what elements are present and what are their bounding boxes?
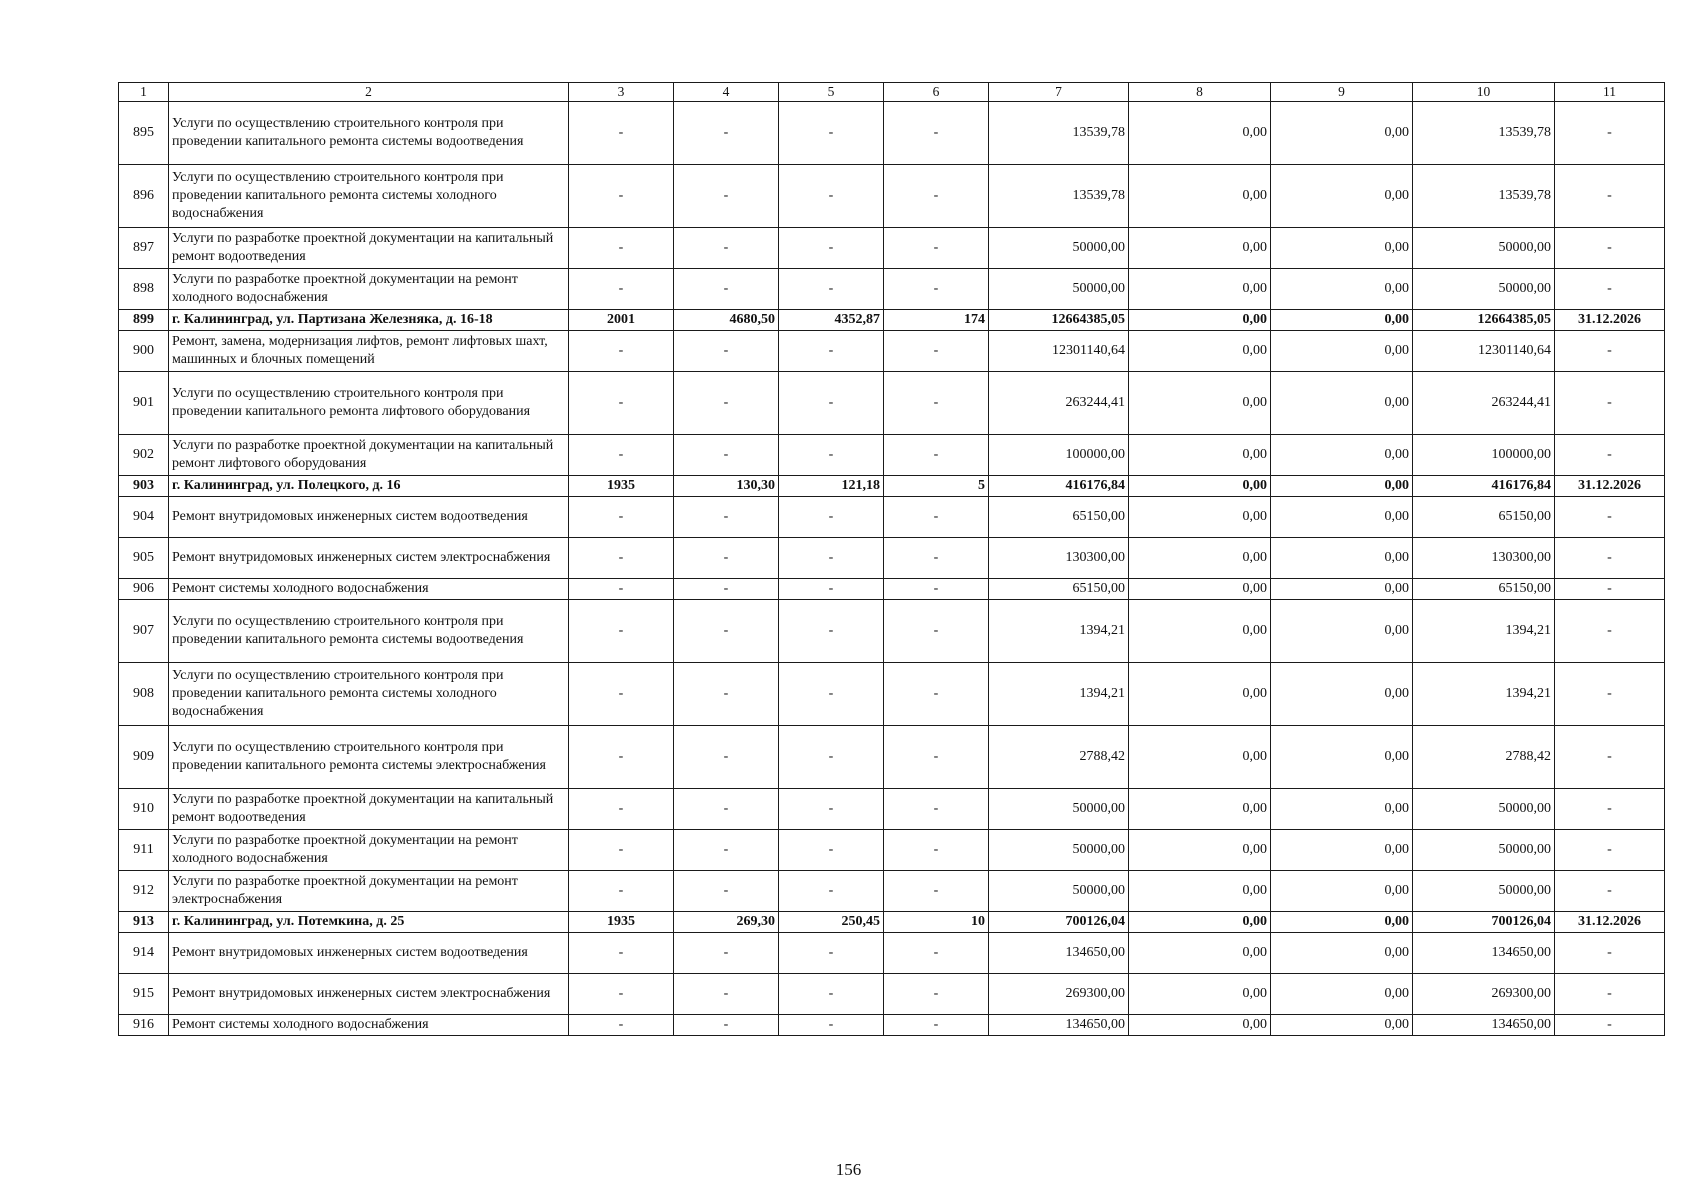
- col-5-value: 250,45: [779, 912, 884, 933]
- col-10-value: 269300,00: [1413, 974, 1555, 1015]
- col-8-value: 0,00: [1129, 974, 1271, 1015]
- col-6-value: -: [884, 726, 989, 789]
- col-8-value: 0,00: [1129, 372, 1271, 435]
- col-7-value: 700126,04: [989, 912, 1129, 933]
- work-description: Ремонт, замена, модернизация лифтов, ремонт лифтовых шахт, машинных и блочных помещений: [169, 331, 569, 372]
- table-row: [119, 331, 1665, 372]
- col-3-value: -: [569, 102, 674, 165]
- col-4-value: -: [674, 600, 779, 663]
- col-3-value: -: [569, 600, 674, 663]
- col-8-value: 0,00: [1129, 497, 1271, 538]
- col-3-value: -: [569, 165, 674, 228]
- col-5-value: -: [779, 497, 884, 538]
- col-7-value: 12301140,64: [989, 331, 1129, 372]
- col-11-value: 31.12.2026: [1555, 310, 1665, 331]
- col-8-value: 0,00: [1129, 310, 1271, 331]
- col-7-value: 134650,00: [989, 1015, 1129, 1036]
- work-description: Ремонт системы холодного водоснабжения: [169, 1015, 569, 1036]
- row-number: 904: [119, 497, 169, 538]
- col-8-value: 0,00: [1129, 476, 1271, 497]
- col-11-value: -: [1555, 974, 1665, 1015]
- col-3-value: -: [569, 497, 674, 538]
- col-11-value: -: [1555, 871, 1665, 912]
- col-10-value: 65150,00: [1413, 497, 1555, 538]
- col-9-value: 0,00: [1271, 165, 1413, 228]
- table-row: [119, 435, 1665, 476]
- col-9-value: 0,00: [1271, 310, 1413, 331]
- table-row: [119, 228, 1665, 269]
- col-3-value: 1935: [569, 912, 674, 933]
- col-3-value: -: [569, 830, 674, 871]
- col-10-value: 100000,00: [1413, 435, 1555, 476]
- col-7-value: 13539,78: [989, 102, 1129, 165]
- col-5-value: -: [779, 974, 884, 1015]
- col-3-value: -: [569, 1015, 674, 1036]
- work-description: Услуги по осуществлению строительного контроля при проведении капитального ремонта лифтового оборудования: [169, 372, 569, 435]
- table-row: [119, 600, 1665, 663]
- col-6-value: -: [884, 372, 989, 435]
- col-8-value: 0,00: [1129, 228, 1271, 269]
- table-row: [119, 726, 1665, 789]
- col-8-value: 0,00: [1129, 933, 1271, 974]
- col-10-value: 1394,21: [1413, 663, 1555, 726]
- col-7-value: 50000,00: [989, 830, 1129, 871]
- col-11-value: -: [1555, 726, 1665, 789]
- col-5-value: -: [779, 372, 884, 435]
- work-description: Услуги по осуществлению строительного контроля при проведении капитального ремонта системы электроснабжения: [169, 726, 569, 789]
- work-description: Ремонт внутридомовых инженерных систем электроснабжения: [169, 538, 569, 579]
- table-row: [119, 310, 1665, 331]
- col-3-value: 1935: [569, 476, 674, 497]
- col-4-value: -: [674, 538, 779, 579]
- col-9-value: 0,00: [1271, 331, 1413, 372]
- col-11-value: -: [1555, 600, 1665, 663]
- work-description: Услуги по разработке проектной документации на капитальный ремонт водоотведения: [169, 228, 569, 269]
- col-5-value: -: [779, 1015, 884, 1036]
- col-11-value: -: [1555, 933, 1665, 974]
- col-11-value: -: [1555, 538, 1665, 579]
- col-9-value: 0,00: [1271, 476, 1413, 497]
- col-6-value: -: [884, 538, 989, 579]
- col-9-value: 0,00: [1271, 435, 1413, 476]
- work-description: Услуги по осуществлению строительного контроля при проведении капитального ремонта системы водоотведения: [169, 102, 569, 165]
- col-5-value: -: [779, 538, 884, 579]
- col-10-value: 50000,00: [1413, 269, 1555, 310]
- col-6-value: 5: [884, 476, 989, 497]
- row-number: 913: [119, 912, 169, 933]
- col-11-value: -: [1555, 269, 1665, 310]
- table-row: [119, 579, 1665, 600]
- col-8-value: 0,00: [1129, 726, 1271, 789]
- col-10-value: 50000,00: [1413, 228, 1555, 269]
- col-10-value: 50000,00: [1413, 789, 1555, 830]
- col-11-value: -: [1555, 663, 1665, 726]
- col-10-value: 13539,78: [1413, 102, 1555, 165]
- col-3-value: -: [569, 538, 674, 579]
- col-7-value: 416176,84: [989, 476, 1129, 497]
- col-11-value: -: [1555, 331, 1665, 372]
- table-row: [119, 663, 1665, 726]
- col-5-value: -: [779, 435, 884, 476]
- col-8-value: 0,00: [1129, 102, 1271, 165]
- col-6-value: -: [884, 269, 989, 310]
- col-5-value: -: [779, 726, 884, 789]
- col-9-value: 0,00: [1271, 726, 1413, 789]
- col-4-value: -: [674, 663, 779, 726]
- col-5-value: -: [779, 165, 884, 228]
- col-10-value: 263244,41: [1413, 372, 1555, 435]
- col-11-value: -: [1555, 102, 1665, 165]
- col-10-value: 416176,84: [1413, 476, 1555, 497]
- col-6-value: -: [884, 435, 989, 476]
- col-7-value: 263244,41: [989, 372, 1129, 435]
- row-number: 916: [119, 1015, 169, 1036]
- col-11-value: -: [1555, 1015, 1665, 1036]
- col-4-value: -: [674, 871, 779, 912]
- col-7-value: 65150,00: [989, 497, 1129, 538]
- work-description: г. Калининград, ул. Партизана Железняка, д. 16-18: [169, 310, 569, 331]
- table-row: [119, 789, 1665, 830]
- col-9-value: 0,00: [1271, 871, 1413, 912]
- row-number: 910: [119, 789, 169, 830]
- col-5-value: -: [779, 579, 884, 600]
- col-5-value: -: [779, 871, 884, 912]
- col-8-value: 0,00: [1129, 579, 1271, 600]
- work-description: Ремонт внутридомовых инженерных систем водоотведения: [169, 497, 569, 538]
- col-6-value: -: [884, 974, 989, 1015]
- col-6-value: -: [884, 228, 989, 269]
- col-9-value: 0,00: [1271, 579, 1413, 600]
- row-number: 902: [119, 435, 169, 476]
- table-row: [119, 497, 1665, 538]
- row-number: 908: [119, 663, 169, 726]
- col-8-value: 0,00: [1129, 830, 1271, 871]
- col-5-value: 4352,87: [779, 310, 884, 331]
- col-8-value: 0,00: [1129, 600, 1271, 663]
- col-9-value: 0,00: [1271, 912, 1413, 933]
- col-4-value: -: [674, 497, 779, 538]
- row-number: 907: [119, 600, 169, 663]
- header-row: [119, 83, 1665, 102]
- column-header: 5: [779, 83, 884, 102]
- col-6-value: -: [884, 600, 989, 663]
- col-11-value: -: [1555, 228, 1665, 269]
- work-description: Услуги по разработке проектной документации на ремонт электроснабжения: [169, 871, 569, 912]
- work-description: Ремонт внутридомовых инженерных систем электроснабжения: [169, 974, 569, 1015]
- col-9-value: 0,00: [1271, 663, 1413, 726]
- col-3-value: -: [569, 726, 674, 789]
- col-7-value: 65150,00: [989, 579, 1129, 600]
- row-number: 909: [119, 726, 169, 789]
- row-number: 899: [119, 310, 169, 331]
- col-7-value: 134650,00: [989, 933, 1129, 974]
- col-4-value: -: [674, 165, 779, 228]
- work-description: Услуги по разработке проектной документации на капитальный ремонт водоотведения: [169, 789, 569, 830]
- col-5-value: -: [779, 331, 884, 372]
- col-3-value: -: [569, 871, 674, 912]
- col-11-value: -: [1555, 579, 1665, 600]
- row-number: 901: [119, 372, 169, 435]
- col-8-value: 0,00: [1129, 789, 1271, 830]
- col-9-value: 0,00: [1271, 497, 1413, 538]
- col-4-value: -: [674, 102, 779, 165]
- table-row: [119, 102, 1665, 165]
- work-description: Услуги по разработке проектной документации на ремонт холодного водоснабжения: [169, 830, 569, 871]
- work-description: Услуги по осуществлению строительного контроля при проведении капитального ремонта системы водоотведения: [169, 600, 569, 663]
- col-11-value: -: [1555, 497, 1665, 538]
- col-4-value: -: [674, 228, 779, 269]
- col-10-value: 12664385,05: [1413, 310, 1555, 331]
- col-5-value: -: [779, 600, 884, 663]
- col-6-value: -: [884, 933, 989, 974]
- col-6-value: -: [884, 165, 989, 228]
- col-5-value: -: [779, 789, 884, 830]
- col-4-value: -: [674, 435, 779, 476]
- col-4-value: 130,30: [674, 476, 779, 497]
- table-row: [119, 912, 1665, 933]
- col-4-value: -: [674, 269, 779, 310]
- col-11-value: 31.12.2026: [1555, 912, 1665, 933]
- col-7-value: 1394,21: [989, 600, 1129, 663]
- col-8-value: 0,00: [1129, 871, 1271, 912]
- column-header: 10: [1413, 83, 1555, 102]
- row-number: 900: [119, 331, 169, 372]
- col-9-value: 0,00: [1271, 600, 1413, 663]
- col-9-value: 0,00: [1271, 1015, 1413, 1036]
- col-3-value: -: [569, 974, 674, 1015]
- table-row: [119, 830, 1665, 871]
- col-6-value: 174: [884, 310, 989, 331]
- row-number: 914: [119, 933, 169, 974]
- col-6-value: -: [884, 102, 989, 165]
- col-5-value: -: [779, 102, 884, 165]
- column-header: 8: [1129, 83, 1271, 102]
- col-6-value: -: [884, 830, 989, 871]
- col-6-value: -: [884, 663, 989, 726]
- col-9-value: 0,00: [1271, 933, 1413, 974]
- table-row: [119, 871, 1665, 912]
- col-4-value: 4680,50: [674, 310, 779, 331]
- table-row: [119, 933, 1665, 974]
- col-10-value: 13539,78: [1413, 165, 1555, 228]
- row-number: 906: [119, 579, 169, 600]
- col-5-value: -: [779, 933, 884, 974]
- col-10-value: 50000,00: [1413, 871, 1555, 912]
- row-number: 912: [119, 871, 169, 912]
- table-body: [119, 102, 1665, 1036]
- col-7-value: 1394,21: [989, 663, 1129, 726]
- col-11-value: -: [1555, 830, 1665, 871]
- col-11-value: -: [1555, 435, 1665, 476]
- col-8-value: 0,00: [1129, 331, 1271, 372]
- col-6-value: 10: [884, 912, 989, 933]
- col-4-value: -: [674, 974, 779, 1015]
- col-7-value: 50000,00: [989, 269, 1129, 310]
- col-4-value: -: [674, 830, 779, 871]
- col-10-value: 65150,00: [1413, 579, 1555, 600]
- col-4-value: -: [674, 372, 779, 435]
- col-8-value: 0,00: [1129, 663, 1271, 726]
- column-header: 7: [989, 83, 1129, 102]
- col-6-value: -: [884, 579, 989, 600]
- col-5-value: -: [779, 228, 884, 269]
- col-4-value: -: [674, 331, 779, 372]
- col-8-value: 0,00: [1129, 538, 1271, 579]
- col-4-value: -: [674, 933, 779, 974]
- col-11-value: -: [1555, 165, 1665, 228]
- col-8-value: 0,00: [1129, 435, 1271, 476]
- col-11-value: -: [1555, 372, 1665, 435]
- col-10-value: 2788,42: [1413, 726, 1555, 789]
- col-10-value: 12301140,64: [1413, 331, 1555, 372]
- col-6-value: -: [884, 497, 989, 538]
- col-9-value: 0,00: [1271, 830, 1413, 871]
- col-8-value: 0,00: [1129, 269, 1271, 310]
- col-7-value: 50000,00: [989, 228, 1129, 269]
- work-description: Услуги по разработке проектной документации на ремонт холодного водоснабжения: [169, 269, 569, 310]
- page-number: 156: [835, 1160, 862, 1179]
- col-8-value: 0,00: [1129, 165, 1271, 228]
- table-row: [119, 1015, 1665, 1036]
- col-3-value: -: [569, 372, 674, 435]
- table-row: [119, 269, 1665, 310]
- col-3-value: -: [569, 933, 674, 974]
- table-row: [119, 974, 1665, 1015]
- col-10-value: 130300,00: [1413, 538, 1555, 579]
- column-header: 6: [884, 83, 989, 102]
- col-7-value: 12664385,05: [989, 310, 1129, 331]
- col-7-value: 269300,00: [989, 974, 1129, 1015]
- table-row: [119, 165, 1665, 228]
- col-9-value: 0,00: [1271, 974, 1413, 1015]
- col-3-value: -: [569, 269, 674, 310]
- col-6-value: -: [884, 331, 989, 372]
- col-6-value: -: [884, 789, 989, 830]
- col-4-value: -: [674, 1015, 779, 1036]
- col-7-value: 50000,00: [989, 871, 1129, 912]
- table-row: [119, 538, 1665, 579]
- row-number: 896: [119, 165, 169, 228]
- col-5-value: -: [779, 830, 884, 871]
- row-number: 895: [119, 102, 169, 165]
- column-header: 9: [1271, 83, 1413, 102]
- column-header: 1: [119, 83, 169, 102]
- work-description: Услуги по разработке проектной документации на капитальный ремонт лифтового оборудования: [169, 435, 569, 476]
- col-10-value: 1394,21: [1413, 600, 1555, 663]
- col-9-value: 0,00: [1271, 102, 1413, 165]
- column-header: 2: [169, 83, 569, 102]
- col-10-value: 50000,00: [1413, 830, 1555, 871]
- col-9-value: 0,00: [1271, 228, 1413, 269]
- col-5-value: -: [779, 269, 884, 310]
- col-7-value: 100000,00: [989, 435, 1129, 476]
- col-9-value: 0,00: [1271, 789, 1413, 830]
- work-description: Услуги по осуществлению строительного контроля при проведении капитального ремонта системы холодного водоснабжения: [169, 663, 569, 726]
- col-3-value: -: [569, 331, 674, 372]
- col-7-value: 13539,78: [989, 165, 1129, 228]
- row-number: 903: [119, 476, 169, 497]
- col-3-value: -: [569, 435, 674, 476]
- col-11-value: 31.12.2026: [1555, 476, 1665, 497]
- col-4-value: -: [674, 789, 779, 830]
- col-5-value: -: [779, 663, 884, 726]
- column-header: 4: [674, 83, 779, 102]
- col-11-value: -: [1555, 789, 1665, 830]
- col-3-value: -: [569, 579, 674, 600]
- col-6-value: -: [884, 871, 989, 912]
- table-row: [119, 476, 1665, 497]
- row-number: 911: [119, 830, 169, 871]
- work-description: Услуги по осуществлению строительного контроля при проведении капитального ремонта системы холодного водоснабжения: [169, 165, 569, 228]
- column-header: 11: [1555, 83, 1665, 102]
- col-3-value: -: [569, 789, 674, 830]
- work-description: г. Калининград, ул. Полецкого, д. 16: [169, 476, 569, 497]
- table-row: [119, 372, 1665, 435]
- col-10-value: 134650,00: [1413, 1015, 1555, 1036]
- row-number: 898: [119, 269, 169, 310]
- column-header: 3: [569, 83, 674, 102]
- col-10-value: 700126,04: [1413, 912, 1555, 933]
- col-8-value: 0,00: [1129, 1015, 1271, 1036]
- col-8-value: 0,00: [1129, 912, 1271, 933]
- col-3-value: -: [569, 228, 674, 269]
- col-10-value: 134650,00: [1413, 933, 1555, 974]
- col-5-value: 121,18: [779, 476, 884, 497]
- program-table: [118, 82, 1665, 1036]
- work-description: г. Калининград, ул. Потемкина, д. 25: [169, 912, 569, 933]
- col-6-value: -: [884, 1015, 989, 1036]
- row-number: 897: [119, 228, 169, 269]
- col-7-value: 50000,00: [989, 789, 1129, 830]
- row-number: 915: [119, 974, 169, 1015]
- col-9-value: 0,00: [1271, 538, 1413, 579]
- work-description: Ремонт системы холодного водоснабжения: [169, 579, 569, 600]
- col-4-value: -: [674, 726, 779, 789]
- col-3-value: -: [569, 663, 674, 726]
- col-7-value: 2788,42: [989, 726, 1129, 789]
- col-7-value: 130300,00: [989, 538, 1129, 579]
- col-3-value: 2001: [569, 310, 674, 331]
- col-4-value: -: [674, 579, 779, 600]
- col-4-value: 269,30: [674, 912, 779, 933]
- col-9-value: 0,00: [1271, 372, 1413, 435]
- work-description: Ремонт внутридомовых инженерных систем водоотведения: [169, 933, 569, 974]
- row-number: 905: [119, 538, 169, 579]
- col-9-value: 0,00: [1271, 269, 1413, 310]
